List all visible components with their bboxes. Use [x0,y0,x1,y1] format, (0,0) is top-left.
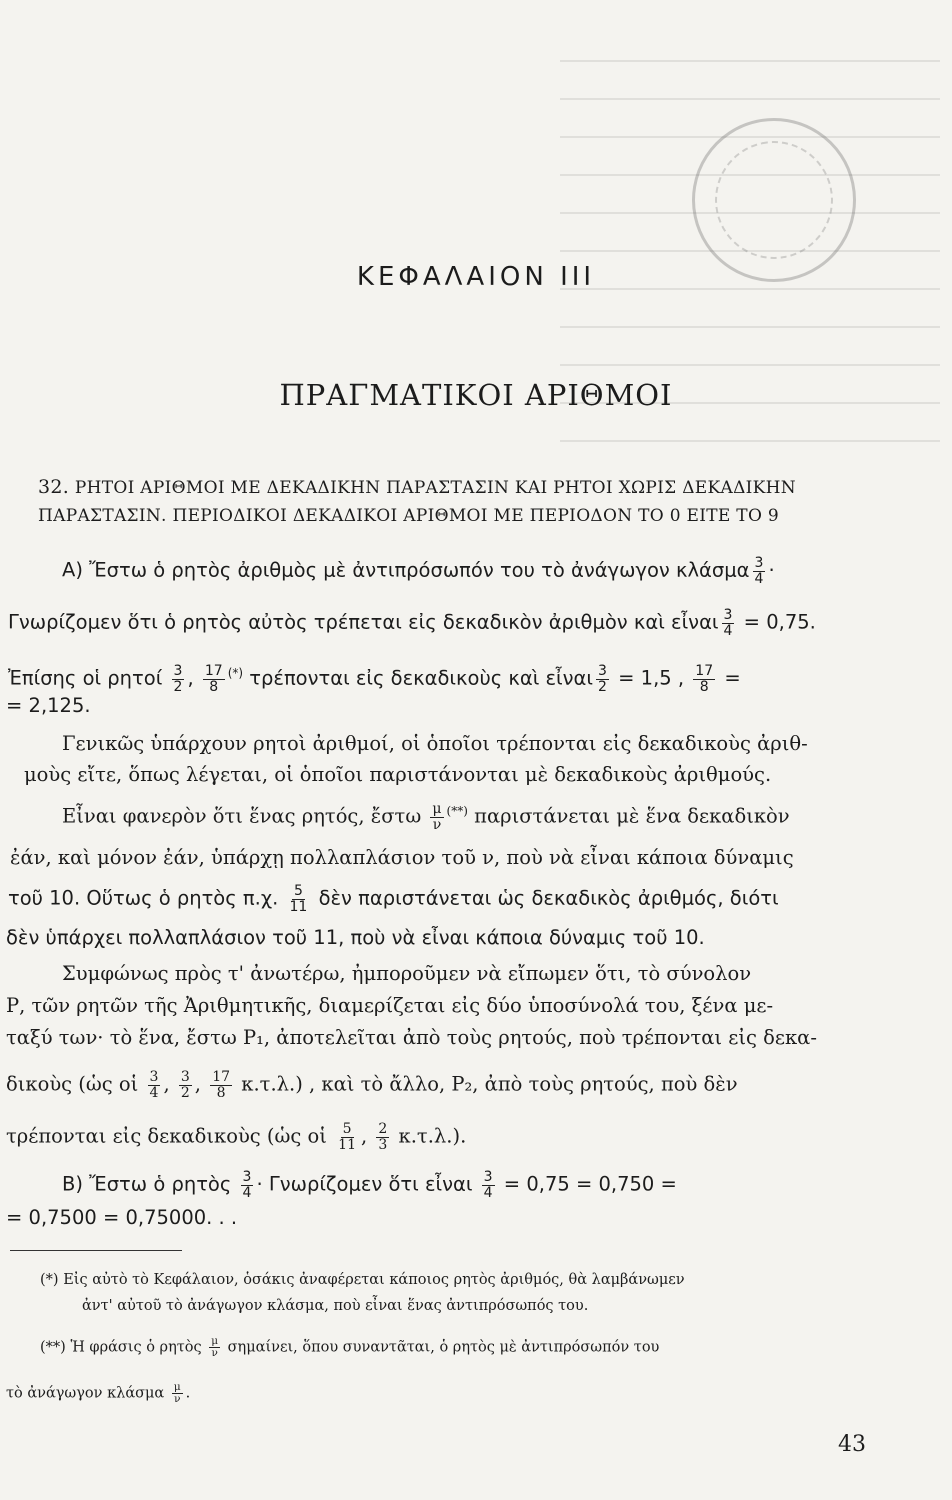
paragraph-phanero-line-2: ἐάν, καὶ μόνον ἐάν, ὑπάρχῃ πολλαπλάσιον τοῦ ν, ποὺ νὰ εἶναι κάποια δύναμις [10,846,794,869]
fraction-17-8: $\frac{17}{8}$ [204,663,223,695]
paragraph-phanero-line-1: Εἶναι φανερὸν ὅτι ἕνας ρητός, ἔστω $\frac{\mu}{\nu}$ (**) παριστάνεται μὲ ἕνα δεκαδικὸν [62,801,790,833]
fraction-mu-nu: $\frac{\mu}{\nu}$ [432,801,442,833]
footnote-1-line-1: (*) Εἰς αὐτὸ τὸ Κεφάλαιον, ὁσάκις ἀναφέρεται κάποιος ρητὸς ἀριθμός, θὰ λαμβάνωμεν [40,1272,685,1288]
fraction-mu-nu: $\frac{\mu}{\nu}$ [173,1381,181,1405]
footnote-2-line-2: τὸ ἀνάγωγον κλάσμα $\frac{\mu}{\nu}$ . [6,1381,191,1405]
paragraph-symfonos-line-2: Ρ, τῶν ρητῶν τῆς Ἀριθμητικῆς, διαμερίζεται εἰς δύο ὑποσύνολά του, ξένα με- [6,994,774,1017]
paragraph-a-line-4: = 2,125. [6,694,91,717]
paragraph-a-line-1: Α) Ἔστω ὁ ρητὸς ἀριθμὸς μὲ ἀντιπρόσωπόν του τὸ ἀνάγωγον κλάσμα $\frac{3}{4}$ · [62,555,775,587]
paragraph-symfonos-line-5: τρέπονται εἰς δεκαδικοὺς (ὡς οἱ $\frac{5}{11}$ , $\frac{2}{3}$ κ.τ.λ.). [6,1121,467,1153]
paragraph-b-line-1: Β) Ἔστω ὁ ρητὸς $\frac{3}{4}$ · Γνωρίζομεν ὅτι εἶναι $\frac{3}{4}$ = 0,75 = 0,750 = [62,1169,677,1201]
section-number: 32. [38,476,70,498]
fraction-3-4: $\frac{3}{4}$ [723,607,733,639]
paragraph-symfonos-line-4: δικοὺς (ὡς οἱ $\frac{3}{4}$ , $\frac{3}{2}$ , $\frac{17}{8}$ κ.τ.λ.) , καὶ τὸ ἄλλο, Ρ₂, ἀπὸ τοὺς ρητούς, ποὺ δὲν [6,1069,738,1101]
chapter-title: ΠΡΑΓΜΑΤΙΚΟΙ ΑΡΙΘΜΟΙ [279,378,673,412]
fraction-3-2: $\frac{3}{2}$ [173,663,183,695]
fraction-3-2: $\frac{3}{2}$ [180,1069,190,1101]
fraction-3-4: $\frac{3}{4}$ [149,1069,159,1101]
fraction-mu-nu: $\frac{\mu}{\nu}$ [211,1335,219,1359]
fraction-5-11: $\frac{5}{11}$ [289,883,308,915]
fraction-17-8: $\frac{17}{8}$ [212,1069,231,1101]
section-heading-line-2: ΠΑΡΑΣΤΑΣΙΝ. ΠΕΡΙΟΔΙΚΟΙ ΔΕΚΑΔΙΚΟΙ ΑΡΙΘΜΟΙ ΜΕ ΠΕΡΙΟΔΟΝ ΤΟ 0 ΕΙΤΕ ΤΟ 9 [38,506,779,526]
footnote-2-line-1: (**) Ἡ φράσις ὁ ρητὸς $\frac{\mu}{\nu}$ σημαίνει, ὅπου συναντᾶται, ὁ ρητὸς μὲ ἀντιπρόσωπόν του [40,1335,660,1359]
paragraph-phanero-line-3: τοῦ 10. Οὕτως ὁ ρητὸς π.χ. $\frac{5}{11}$ δὲν παριστάνεται ὡς δεκαδικὸς ἀριθμός, διότι [8,883,779,915]
fraction-3-4: $\frac{3}{4}$ [754,555,764,587]
paragraph-a-line-2: Γνωρίζομεν ὅτι ὁ ρητὸς αὐτὸς τρέπεται εἰς δεκαδικὸν ἀριθμὸν καὶ εἶναι $\frac{3}{4}$ = 0,75. [8,607,816,639]
footnote-1-line-2: ἀντ' αὐτοῦ τὸ ἀνάγωγον κλάσμα, ποὺ εἶναι ἕνας ἀντιπρόσωπός του. [82,1298,589,1314]
fraction-3-2: $\frac{3}{2}$ [598,663,607,695]
paragraph-a-line-3: Ἐπίσης οἱ ρητοί $\frac{3}{2}$ , $\frac{17}{8}$ (*) τρέπονται εἰς δεκαδικοὺς καὶ εἶναι $\frac{3}{2}$ = 1,5 , $\frac{17}{8}$ = [8,663,741,695]
page-number: 43 [838,1432,866,1457]
chapter-heading: ΚΕΦΑΛΑΙΟΝ ΙΙΙ [356,262,596,292]
footnote-rule [10,1250,182,1251]
paragraph-symfonos-line-3: ταξύ των· τὸ ἕνα, ἔστω Ρ₁, ἀποτελεῖται ἀπὸ τοὺς ρητούς, ποὺ τρέπονται εἰς δεκα- [6,1026,817,1049]
fraction-3-4: $\frac{3}{4}$ [242,1169,252,1201]
paragraph-symfonos-line-1: Συμφώνως πρὸς τ' ἀνωτέρω, ἠμποροῦμεν νὰ εἴπωμεν ὅτι, τὸ σύνολον [62,962,752,985]
paragraph-b-line-2: = 0,7500 = 0,75000. . . [6,1206,238,1229]
section-heading-line-1: 32. ΡΗΤΟΙ ΑΡΙΘΜΟΙ ΜΕ ΔΕΚΑΔΙΚΗΝ ΠΑΡΑΣΤΑΣΙΝ ΚΑΙ ΡΗΤΟΙ ΧΩΡΙΣ ΔΕΚΑΔΙΚΗΝ [38,476,796,498]
paragraph-generic-line-1: Γενικῶς ὑπάρχουν ρητοὶ ἀριθμοί, οἱ ὁποῖοι τρέπονται εἰς δεκαδικοὺς ἀριθ- [62,732,808,755]
fraction-5-11: $\frac{5}{11}$ [338,1121,356,1153]
fraction-2-3: $\frac{2}{3}$ [378,1121,388,1153]
paragraph-phanero-line-4: δὲν ὑπάρχει πολλαπλάσιον τοῦ 11, ποὺ νὰ εἶναι κάποια δύναμις τοῦ 10. [6,926,705,949]
paragraph-generic-line-2: μοὺς εἴτε, ὅπως λέγεται, οἱ ὁποῖοι παριστάνονται μὲ δεκαδικοὺς ἀριθμούς. [24,763,772,786]
fraction-3-4: $\frac{3}{4}$ [483,1169,493,1201]
fraction-17-8: $\frac{17}{8}$ [695,663,714,695]
